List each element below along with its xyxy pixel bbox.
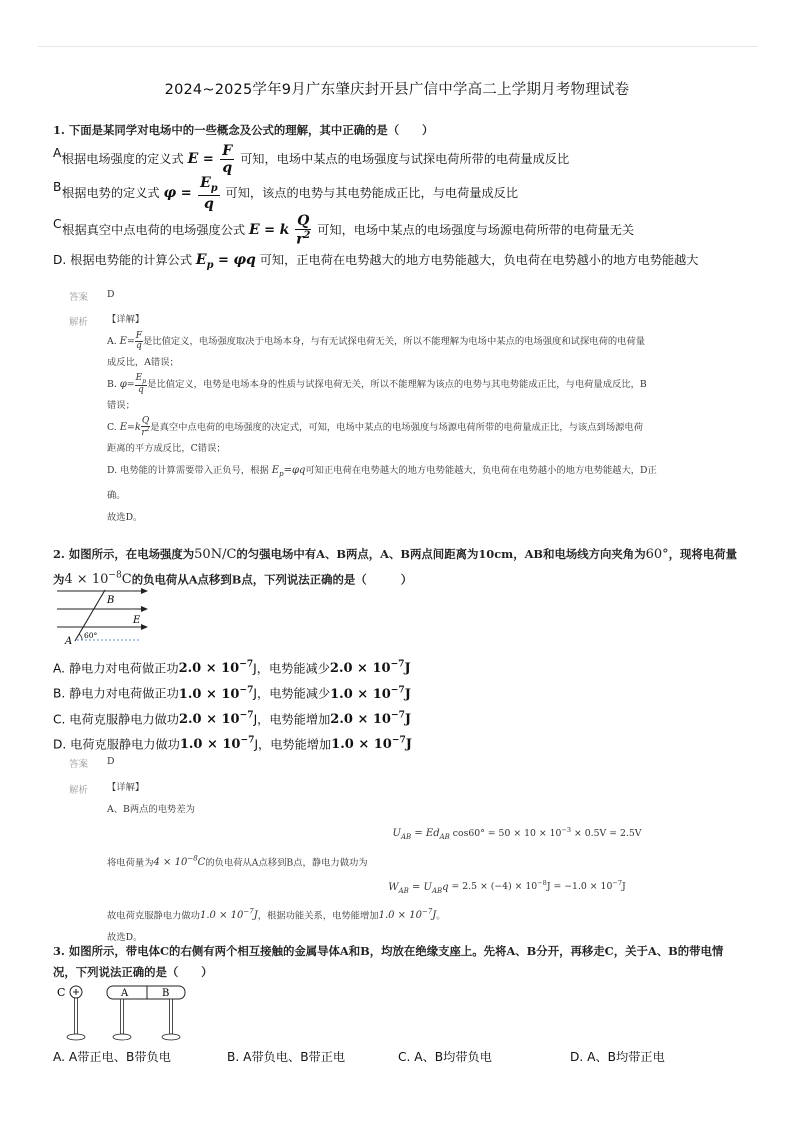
stand-b bbox=[170, 999, 173, 1034]
q1-solution: 【详解】 A. E= $\frac{F}{q}$ 是比值定义，电场强度取决于电场本身，与有无试探电荷无关，所以不能理解为电场中某点的电场强度和试探电荷的电荷量 成反比，A错误； B. φ= $\frac{E_p}{q}$ 是比值定义，电势是电场本身的性质与试探电荷无关，所以不能理解为该点的电势与其电势能成正比，与电荷量成反比，B 错误； C. E=k $\frac{Q}{r^2}$ 是真空中点电荷的电场强度的决定式，可知，电场中某点的电场强度与场源电荷所带的电荷量成正比，与该点到场源电荷 距离的平方成反比，C错误； D. 电势能的计算需要带入正负号，根据 $E_p=\varphi q$可知正电荷在电势越大的地方电势能越大，负电荷在电势越小的地方电势能越大，D正 确。 故选D。 bbox=[107, 309, 727, 528]
page-title: 2024~2025学年9月广东肇庆封开县广信中学高二上学期月考物理试卷 bbox=[164, 82, 630, 98]
stand-c bbox=[75, 998, 78, 1034]
q1-option-b[interactable]: B. 根据电势的定义式 φ = $\frac{E_p}{q}$ 可知，该点的电势与其电势能成正比，与电荷量成反比 bbox=[53, 175, 519, 212]
body-c-label: C bbox=[57, 986, 66, 999]
q1-option-a[interactable]: A. 根据电场强度的定义式 E = $\frac{F}{q}$ 可知，电场中某点的电场强度与试探电荷所带的电荷量成反比 bbox=[53, 143, 570, 176]
solution-detail-tag: 【详解】 bbox=[107, 314, 145, 325]
q2-stem-line1: 2. 如图所示，在电场强度为50N/C的匀强电场中有A、B两点，A、B两点间距离为10cm，AB和电场线方向夹角为60°，现将电荷量 bbox=[53, 547, 737, 562]
q2-answer-label: 答案 bbox=[69, 759, 89, 770]
q1-option-c[interactable]: C. 根据真空中点电荷的电场强度公式 E = k $\frac{Q}{r^2}$ 可知，电场中某点的电场强度与场源电荷所带的电荷量无关 bbox=[53, 213, 635, 248]
q3-conductors-figure bbox=[55, 982, 190, 1046]
q2-equation-2: $W_{AB} = U_{AB}q = 2.5 \times (-4) \times 10^{-8}J = -1.0 \times 10^{-7}J$ bbox=[388, 879, 626, 895]
q1-answer: D bbox=[107, 289, 115, 300]
q3-option-a[interactable]: A. A带正电、B带负电 bbox=[53, 1050, 171, 1064]
conductor-a-label: A bbox=[121, 988, 129, 999]
q2-options bbox=[53, 654, 412, 755]
angle-arc bbox=[79, 634, 82, 640]
q3-option-b[interactable]: B. A带负电、B带正电 bbox=[227, 1050, 346, 1064]
q2-field-figure bbox=[55, 585, 155, 647]
angle-label: 60° bbox=[84, 631, 98, 640]
q2-option-b[interactable]: B. 静电力对电荷做正功$1.0 \times 10^{-7}J$，电势能减少$1.0 \times 10^{-7}J$ bbox=[53, 684, 411, 702]
field-e-label: E bbox=[133, 615, 141, 626]
q3-stem-line1: 3. 如图所示，带电体C的右侧有两个相互接触的金属导体A和B，均放在绝缘支座上。先将A、B分开，再移走C，关于A、B的带电情 bbox=[53, 944, 724, 958]
q2-answer: D bbox=[107, 756, 115, 767]
q1-option-d[interactable]: D. 根据电势能的计算公式 $E_p = \varphi q$ 可知，正电荷在电势越大的地方电势能越大，负电荷在电势越小的地方电势能越大 bbox=[53, 252, 699, 271]
solution-detail-tag: 【详解】 bbox=[107, 782, 145, 793]
q2-analysis-label: 解析 bbox=[69, 785, 89, 796]
point-a-label: A bbox=[65, 636, 73, 647]
q2-option-c[interactable]: C. 电荷克服静电力做功$2.0 \times 10^{-7}J$，电势能增加$2.0 \times 10^{-7}J$ bbox=[53, 709, 412, 727]
conductor-b-label: B bbox=[162, 988, 170, 999]
q2-option-d[interactable]: D. 电荷克服静电力做功$1.0 \times 10^{-7}J$，电势能增加$1.0 \times 10^{-7}J$ bbox=[53, 734, 412, 753]
q3-option-d[interactable]: D. A、B均带正电 bbox=[570, 1050, 665, 1064]
q2-equation-1: $U_{AB} = Ed_{AB}$ $\cos 60^\circ = 50 \times 10 \times 10^{-3} \times 0.5V = 2.5V$ bbox=[392, 826, 642, 842]
q2-option-a[interactable]: A. 静电力对电荷做正功$2.0 \times 10^{-7}J$，电势能减少$2.0 \times 10^{-7}J$ bbox=[53, 659, 411, 677]
stand-a bbox=[121, 999, 124, 1034]
q3-stem-line2: 况，下列说法正确的是（ ） bbox=[53, 965, 213, 979]
q1-analysis-label: 解析 bbox=[69, 317, 89, 328]
q2-solution: 【详解】 A、B两点的电势差为 $U_{AB} = Ed_{AB}$ $\cos 60^\circ = 50 \times 10 \times 10^{-3} \times 0.5V = 2.5V$ 将电荷量为$4 \times 10^{-8}C$的负电荷从A点移到B点，静电力做功为 $W_{AB} = U_{AB}q = 2.5 \times (-4) \times 10^{-8}J = -1.0 \times 10^{-7}J$ 故电荷克服静电力做功$1.0 \times 10^{-7}J$，根据功能关系，电势能增加$1.0 \times 10^{-7}J$。 故选D。 bbox=[107, 777, 727, 948]
q2-stem-line2: 为$4 \times 10^{-8}C$的负电荷从A点移到B点，下列说法正确的是（ ） bbox=[53, 571, 413, 588]
q3-option-c[interactable]: C. A、B均带负电 bbox=[398, 1050, 492, 1064]
conductor-ab bbox=[107, 986, 185, 999]
point-b-label: B bbox=[107, 595, 115, 606]
header-rule bbox=[38, 46, 758, 47]
q1-answer-label: 答案 bbox=[69, 292, 89, 303]
q1-stem: 1. 下面是某同学对电场中的一些概念及公式的理解，其中正确的是（ ） bbox=[53, 123, 434, 137]
